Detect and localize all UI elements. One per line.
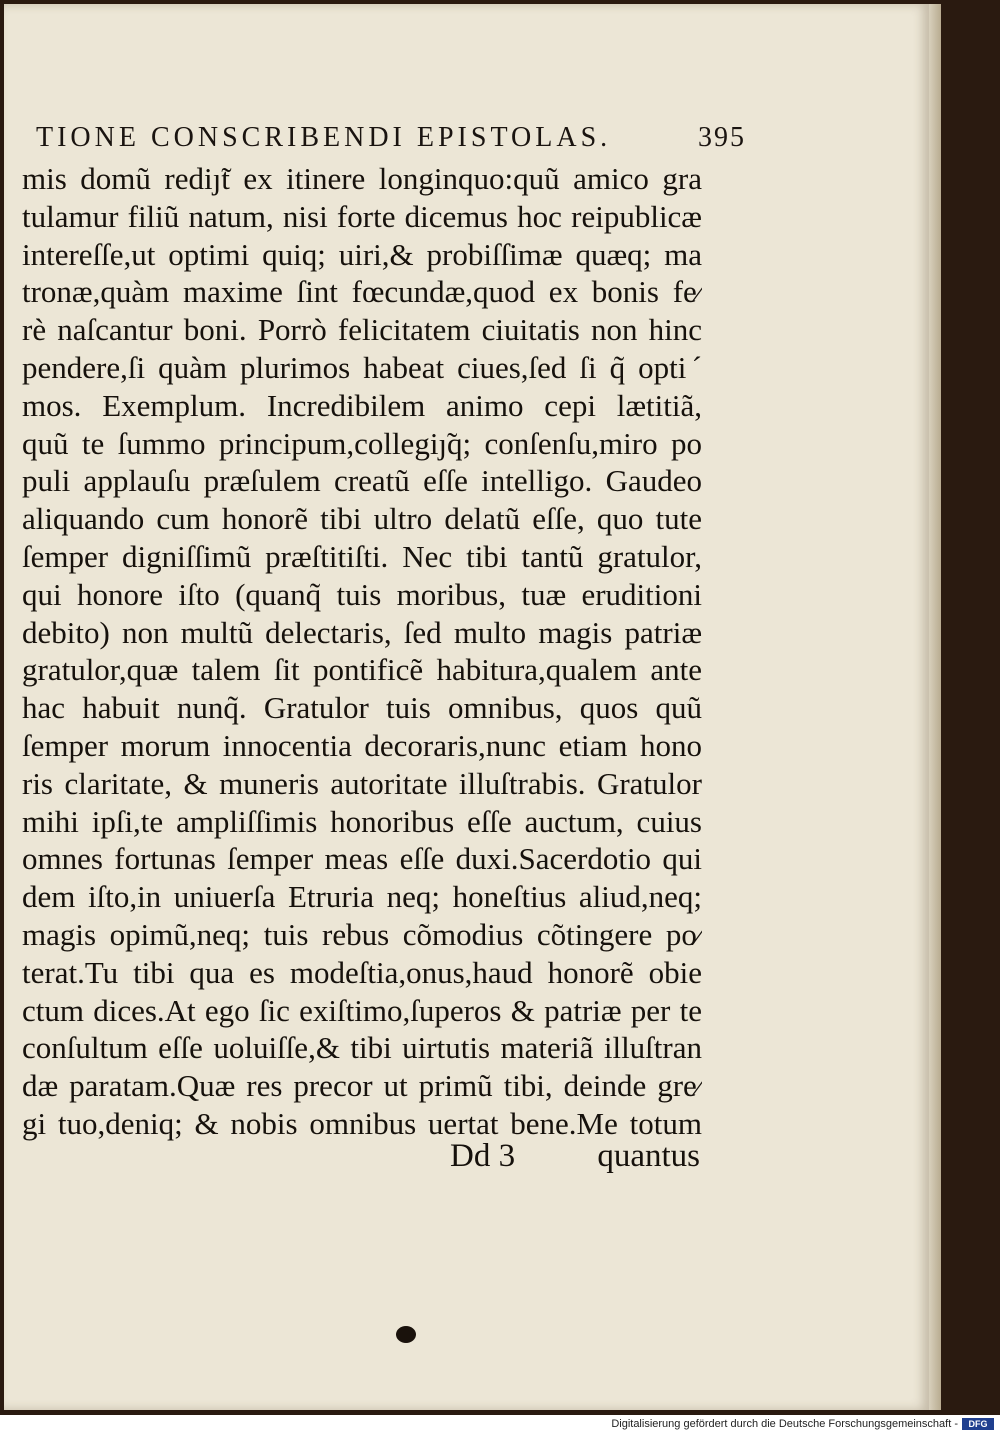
text-line: quũ te ſummo principum,collegiȷ̃q; conſenſu,miro po [22,425,702,461]
page-foot [450,1138,700,1178]
running-header [36,122,746,162]
text-line: tronæ,quàm maxime ſint fœcundæ,quod ex bonis fe⁄ [22,274,702,310]
catchword: quantus [597,1138,700,1174]
text-line: hac habuit nunq̃. Gratulor tuis omnibus, quos quũ [22,690,702,726]
text-line: magis opimũ,neq; tuis rebus cõmodius cõtingere po⁄ [22,916,702,952]
digitization-footer [0,1415,1000,1433]
text-line: rè naſcantur boni. Porrò felicitatem ciuitatis non hinc [22,312,702,348]
text-line: debito) non multũ delectaris, ſed multo magis patriæ [22,614,702,650]
text-line: gratulor,quæ talem ſit pontificẽ habitura,qualem ante [22,652,702,688]
signature-mark: Dd 3 [450,1138,516,1174]
page-edge [929,4,941,1410]
text-line: ſemper morum innocentia decoraris,nunc etiam hono [22,727,702,763]
body-text [22,160,702,1143]
text-line: dæ paratam.Quæ res precor ut primũ tibi, deinde gre⁄ [22,1068,702,1104]
text-line: intereſſe,ut optimi quiq; uiri,& probiſſimæ quæq; ma [22,236,702,272]
page-number: 395 [698,122,746,153]
text-line: ſemper digniſſimũ præſtitiſti. Nec tibi tantũ gratulor, [22,538,702,574]
text-line: qui honore iſto (quanq̃ tuis moribus, tuæ eruditioni [22,576,702,612]
text-line: mihi ipſi,te ampliſſimis honoribus eſſe auctum, cuius [22,803,702,839]
running-title: TIONE CONSCRIBENDI EPISTOLAS. [36,122,612,153]
text-line: gi tuo,deniq; & nobis omnibus uertat bene.Me totum [22,1105,702,1141]
funding-credit: Digitalisierung gefördert durch die Deutsche Forschungsgemeinschaft - [611,1418,958,1430]
text-line: ris claritate, & muneris autoritate illuſtrabis. Gratulor [22,765,702,801]
text-line: aliquando cum honorẽ tibi ultro delatũ eſſe, quo tute [22,501,702,537]
text-line: dem iſto,in uniuerſa Etruria neq; honeſtius aliud,neq; [22,879,702,915]
ink-blot [396,1326,416,1343]
text-line: terat.Tu tibi qua es modeſtia,onus,haud honorẽ obie [22,954,702,990]
text-line: omnes fortunas ſemper meas eſſe duxi.Sacerdotio qui [22,841,702,877]
dfg-logo-icon: DFG [962,1418,994,1430]
text-line: pendere,ſi quàm plurimos habeat ciues,ſed ſi q̃ optiˊ [22,349,702,385]
text-line: mos. Exemplum. Incredibilem animo cepi lætitiã, [22,387,702,423]
text-line: ctum dices.At ego ſic exiſtimo,ſuperos & patriæ per te [22,992,702,1028]
text-line: tulamur filiũ natum, nisi forte dicemus hoc reipublicæ [22,198,702,234]
text-line: conſultum eſſe uoluiſſe,& tibi uirtutis materiã illuſtran [22,1030,702,1066]
text-line: mis domũ rediȷ̃t ex itinere longinquo:quũ amico gra [22,161,702,196]
text-line: puli applauſu præſulem creatũ eſſe intelligo. Gaudeo [22,463,702,499]
